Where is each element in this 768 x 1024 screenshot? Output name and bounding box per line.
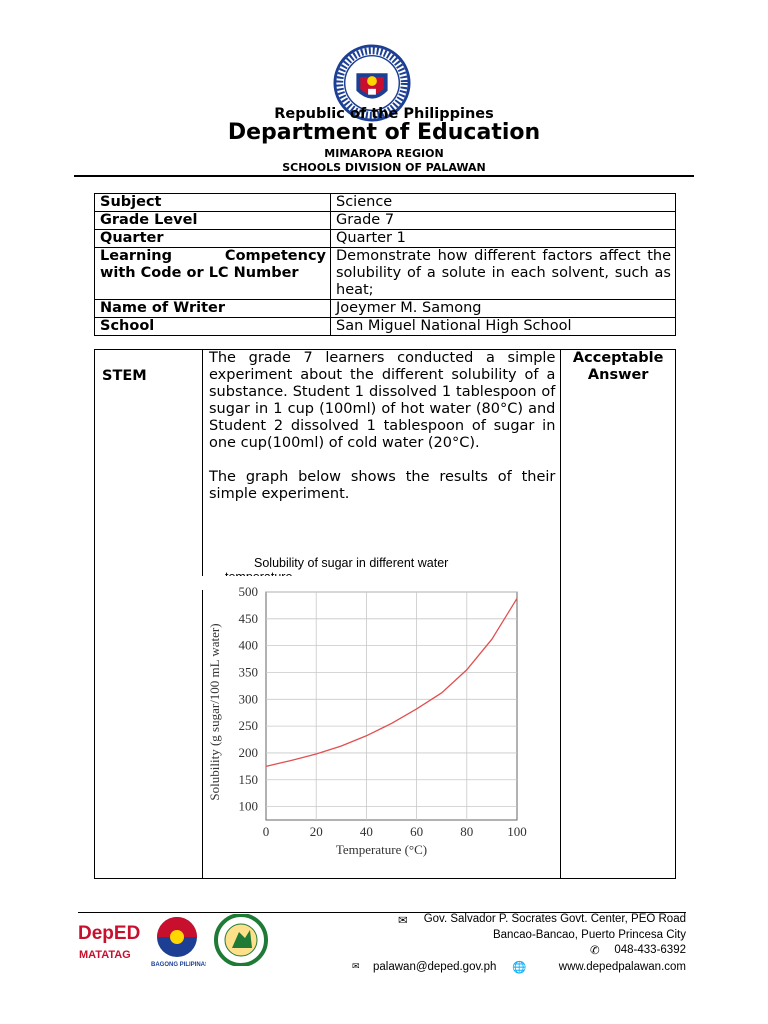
email-icon: ✉ [352, 961, 360, 971]
grade-level-label: Grade Level [95, 212, 331, 230]
grade-level-value: Grade 7 [331, 212, 676, 230]
learning-competency-value: Demonstrate how different factors affect the solubility of a solute in each solvent, such as heat; [331, 248, 676, 300]
header-divider [74, 175, 694, 177]
y-tick-label: 300 [238, 691, 258, 707]
x-tick-label: 100 [507, 824, 527, 839]
y-tick-label: 250 [238, 718, 258, 734]
subject-value: Science [331, 194, 676, 212]
table-row [95, 300, 676, 318]
lc-label-line1: Learning Competency [100, 248, 326, 264]
stem-label: STEM [95, 350, 203, 879]
footer-address-1: Gov. Salvador P. Socrates Govt. Center, PEO Road [423, 913, 686, 925]
deped-matatag-logo [76, 914, 144, 964]
acceptable-answer-header [561, 350, 676, 879]
y-tick-label: 100 [238, 798, 258, 814]
division-seal-icon [212, 914, 270, 966]
phone-icon: ✆ [590, 945, 600, 957]
department-heading: Department of Education [227, 120, 541, 145]
school-label: School [95, 318, 331, 336]
footer-website[interactable]: www.depedpalawan.com [558, 961, 686, 973]
plot-area [266, 592, 517, 820]
footer-phone: 048-433-6392 [614, 944, 686, 956]
footer-email[interactable]: palawan@deped.gov.ph [373, 961, 497, 973]
chart-title-line1: Solubility of sugar in different water [254, 556, 449, 570]
y-tick-label: 150 [238, 771, 258, 787]
x-tick-label: 0 [262, 824, 270, 839]
globe-icon: 🌐 [512, 962, 527, 974]
school-value: San Miguel National High School [331, 318, 676, 336]
stem-paragraph-2: The graph below shows the results of their simple experiment. [209, 469, 556, 502]
table-row [95, 230, 676, 248]
footer-address-2: Bancao-Bancao, Puerto Princesa City [492, 929, 686, 941]
quarter-value: Quarter 1 [331, 230, 676, 248]
y-tick-label: 200 [238, 744, 258, 760]
x-tick-label: 20 [309, 824, 323, 839]
matatag-text: MATATAG [79, 949, 131, 961]
table-row [95, 212, 676, 230]
y-tick-label: 450 [238, 610, 258, 626]
table-row [95, 194, 676, 212]
x-tick-label: 60 [410, 824, 424, 839]
answer-header-line1: Acceptable [572, 350, 664, 366]
deped-logo-text: DepED [78, 923, 141, 944]
mail-icon: ✉ [398, 915, 408, 927]
table-row [95, 248, 676, 300]
x-axis-label: Temperature (°C) [335, 842, 428, 857]
division-heading: SCHOOLS DIVISION OF PALAWAN [282, 161, 486, 174]
bagong-pilipinas-logo [148, 916, 206, 968]
info-table [94, 193, 676, 336]
y-tick-label: 400 [238, 637, 258, 653]
quarter-label: Quarter [95, 230, 331, 248]
y-tick-label: 350 [238, 664, 258, 680]
y-tick-label: 500 [238, 584, 258, 599]
region-heading: MIMAROPA REGION [324, 147, 444, 160]
bagong-pilipinas-icon [148, 916, 206, 968]
answer-header-line2: Answer [587, 367, 649, 383]
learning-competency-label [95, 248, 331, 300]
solubility-chart [200, 552, 540, 862]
deped-logo-icon [76, 914, 144, 964]
x-tick-label: 40 [359, 824, 373, 839]
stem-paragraph-1: The grade 7 learners conducted a simple experiment about the different solubility of a substance. Student 1 dissolved 1 tablespoon of sugar in 1 cup (100ml) of hot water (80°C) and Student 2 dissolved 1 tablespoon of sugar in one cup(100ml) of cold water (20°C). [209, 350, 556, 451]
writer-value: Joeymer M. Samong [331, 300, 676, 318]
bagong-pilipinas-text: BAGONG PILIPINAS [151, 962, 206, 968]
republic-heading: Republic of the Philippines [274, 106, 494, 122]
y-axis-label: Solubility (g sugar/100 mL water) [207, 623, 222, 801]
subject-label: Subject [95, 194, 331, 212]
x-tick-label: 80 [460, 824, 474, 839]
lc-label-line2: with Code or LC Number [100, 265, 299, 281]
writer-label: Name of Writer [95, 300, 331, 318]
table-row [95, 318, 676, 336]
